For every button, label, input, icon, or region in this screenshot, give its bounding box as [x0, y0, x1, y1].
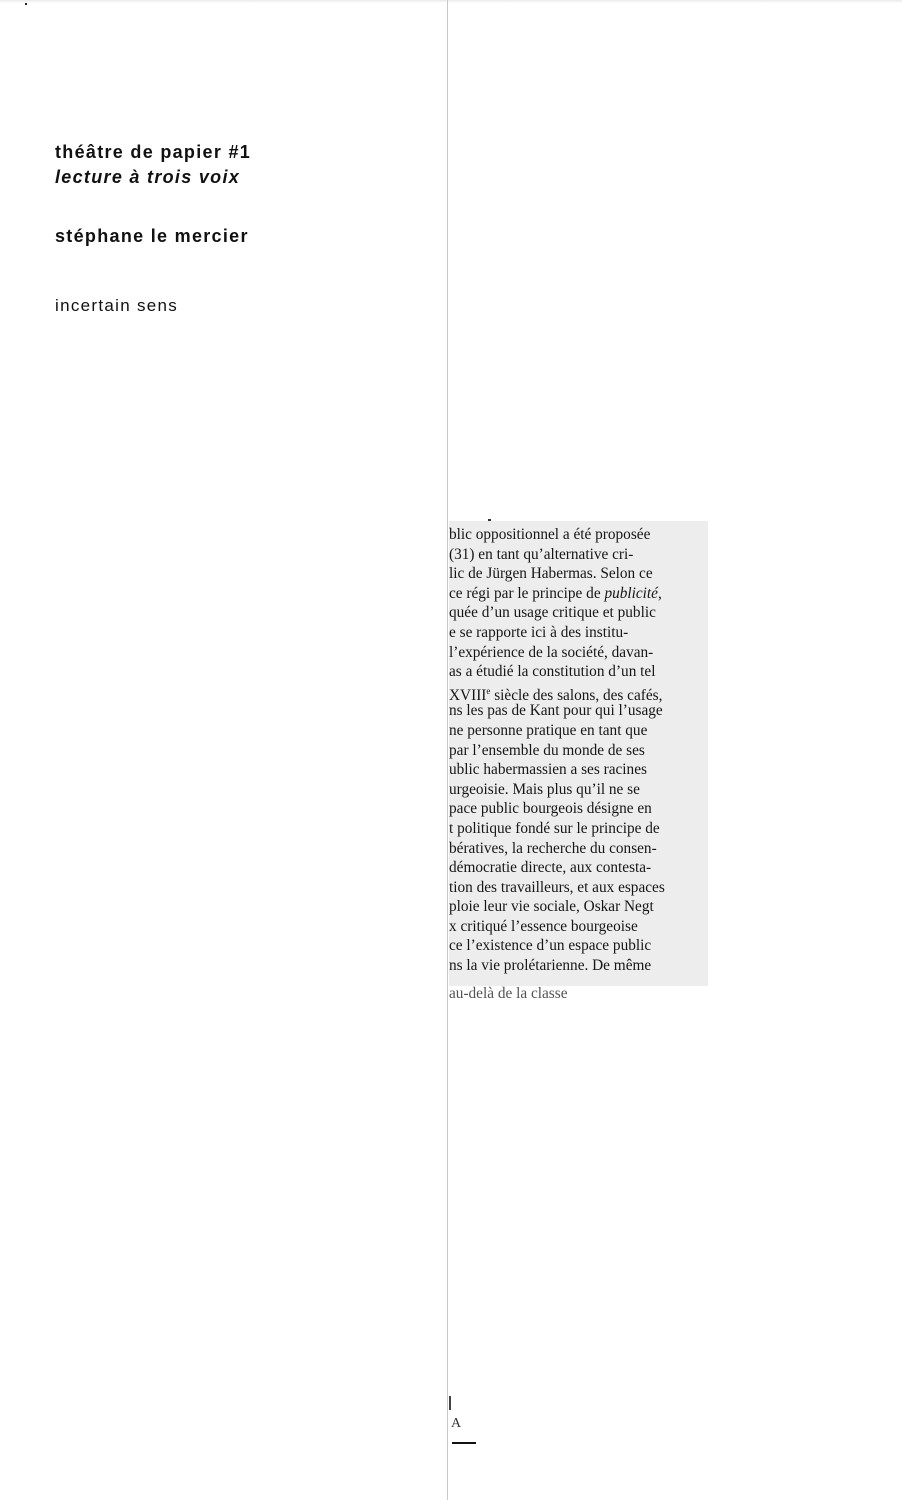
excerpt-line: lic de Jürgen Habermas. Selon ce [449, 565, 653, 583]
publisher-name: incertain sens [55, 296, 179, 315]
top-edge-shadow [0, 0, 902, 3]
excerpt-line: ublic habermassien a ses racines [449, 761, 647, 779]
excerpt-line: par l’ensemble du monde de ses [449, 741, 645, 759]
excerpt-line: bératives, la recherche du consen- [449, 839, 657, 857]
corner-speck [25, 3, 27, 5]
center-fold-line [447, 0, 448, 1500]
excerpt-line: x critiqué l’essence bourgeoise [449, 917, 638, 935]
edge-tick-mark [449, 1396, 451, 1410]
cover-text-block [55, 140, 415, 318]
bottom-rule [452, 1442, 476, 1444]
excerpt-line: ploie leur vie sociale, Oskar Negt [449, 898, 654, 916]
book-subtitle: lecture à trois voix [55, 167, 241, 187]
excerpt-cut-line: au-delà de la classe [449, 985, 568, 1002]
excerpt-line: ns les pas de Kant pour qui l’usage [449, 702, 663, 720]
excerpt-line: quée d’un usage critique et public [449, 604, 656, 622]
scanned-text-excerpt [449, 521, 708, 1002]
edge-letter-mark: A [451, 1416, 462, 1431]
excerpt-line: t politique fondé sur le principe de [449, 819, 660, 837]
excerpt-line: urgeoisie. Mais plus qu’il ne se [449, 780, 640, 798]
excerpt-line: ns la vie prolétarienne. De même [449, 957, 652, 975]
author-name: stéphane le mercier [55, 226, 249, 246]
excerpt-line: ce l’existence d’un espace public [449, 937, 652, 955]
excerpt-line: démocratie directe, aux contesta- [449, 859, 652, 877]
excerpt-line: as a étudié la constitution d’un tel [449, 663, 656, 681]
excerpt-line: ce régi par le principe de publicité, [449, 584, 662, 602]
excerpt-line: blic oppositionnel a été proposée [449, 526, 651, 543]
excerpt-line: e se rapporte ici à des institu- [449, 623, 629, 641]
excerpt-line: tion des travailleurs, et aux espaces [449, 878, 665, 896]
excerpt-line: ne personne pratique en tant que [449, 721, 648, 739]
excerpt-line: XVIIIe siècle des salons, des cafés, [449, 685, 663, 704]
book-title: théâtre de papier #1 [55, 142, 252, 162]
excerpt-line: pace public bourgeois désigne en [449, 800, 652, 818]
excerpt-line: (31) en tant qu’alternative cri- [449, 545, 634, 563]
excerpt-line: l’expérience de la société, davan- [449, 643, 654, 661]
excerpt-lines [449, 525, 711, 976]
